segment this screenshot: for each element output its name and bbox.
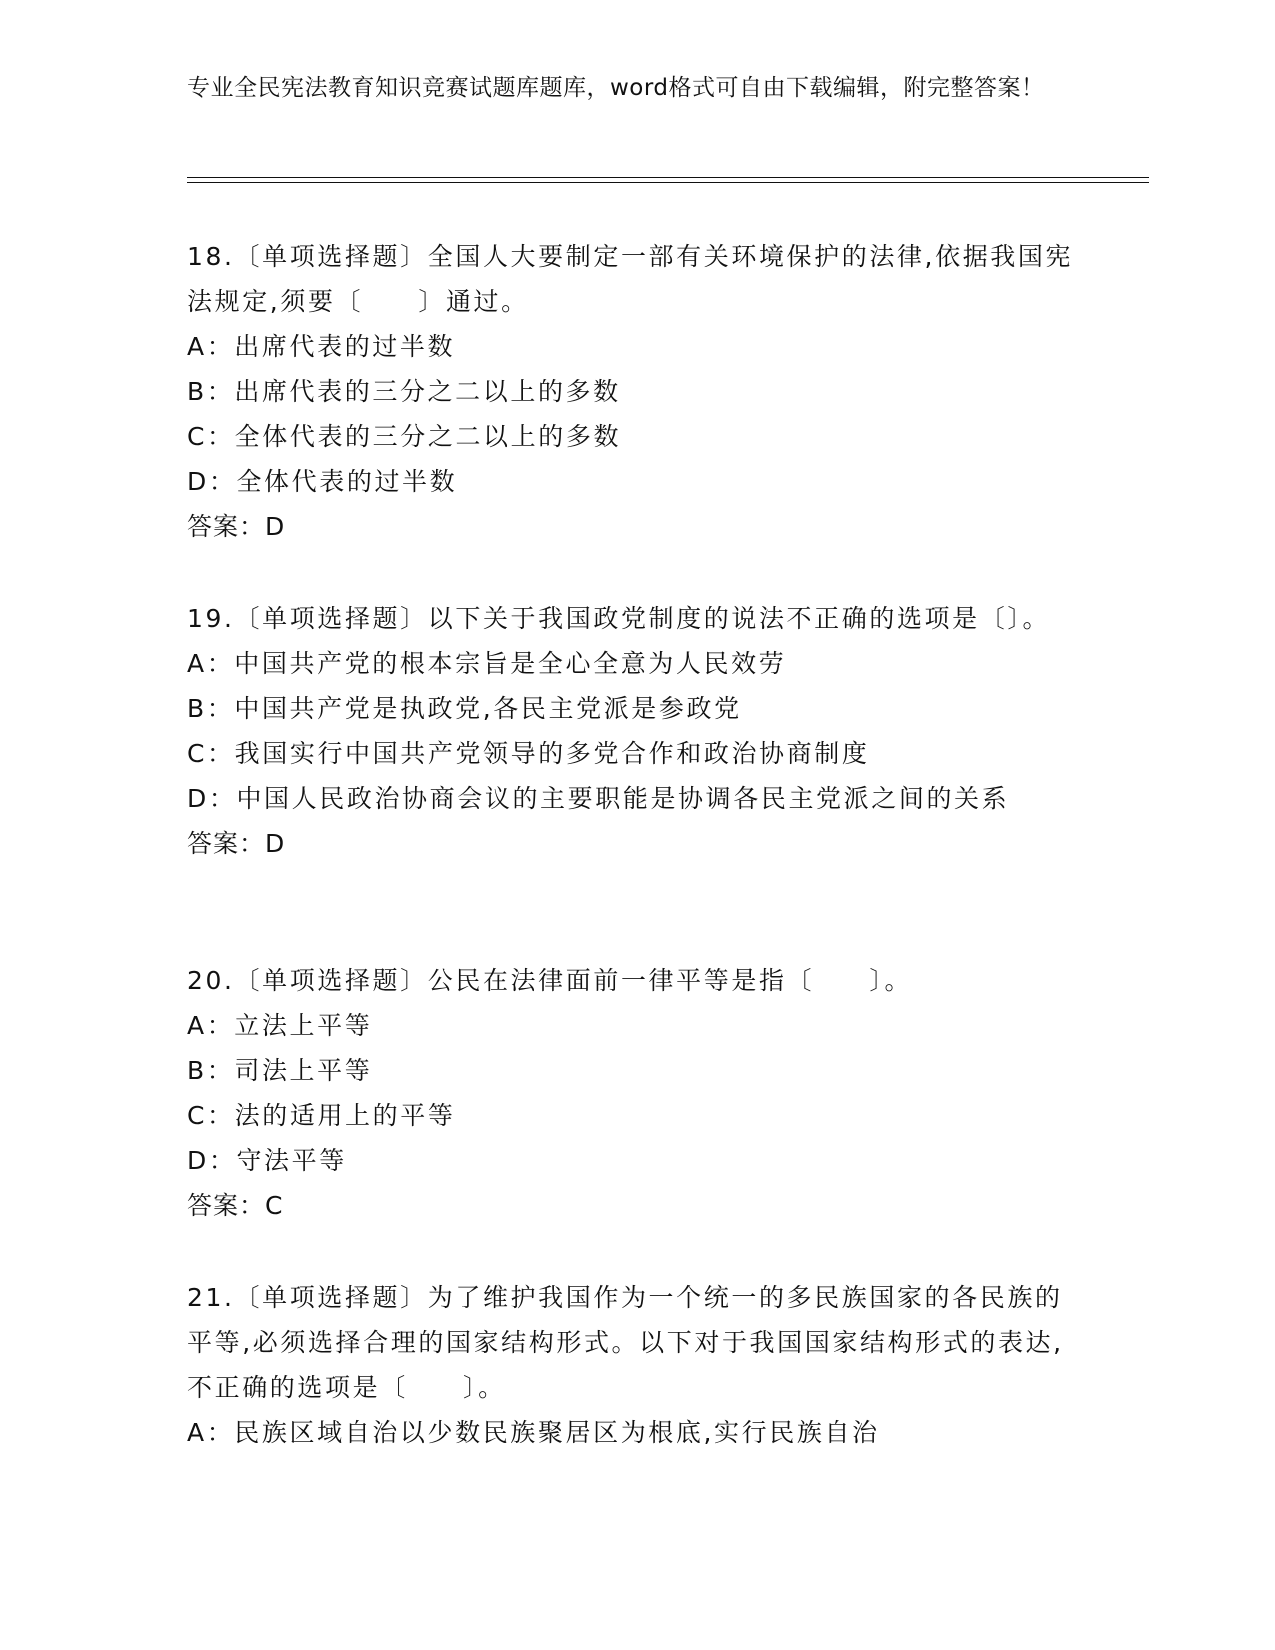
option-a: A：民族区域自治以少数民族聚居区为根底,实行民族自治 — [187, 1418, 880, 1447]
question-19 — [187, 596, 1087, 866]
option-c: C：我国实行中国共产党领导的多党合作和政治协商制度 — [187, 739, 870, 768]
question-stem: 19.〔单项选择题〕以下关于我国政党制度的说法不正确的选项是〔〕。 — [187, 604, 1051, 633]
option-d: D：守法平等 — [187, 1146, 347, 1175]
option-d: D：中国人民政治协商会议的主要职能是协调各民主党派之间的关系 — [187, 784, 1010, 813]
answer-value: C — [265, 1191, 284, 1220]
answer-label: 答案： — [187, 1191, 266, 1220]
answer-line — [187, 821, 1087, 866]
answer-line — [187, 504, 1087, 549]
answer-value: D — [265, 829, 286, 858]
document-header: 专业全民宪法教育知识竞赛试题库题库，word格式可自由下载编辑，附完整答案！ — [187, 75, 1045, 101]
question-18 — [187, 234, 1087, 549]
question-stem: 21.〔单项选择题〕为了维护我国作为一个统一的多民族国家的各民族的平等,必须选择合理的国家结构形式。以下对于我国国家结构形式的表达,不正确的选项是〔 〕。 — [187, 1283, 1064, 1402]
answer-label: 答案： — [187, 829, 266, 858]
option-c: C：全体代表的三分之二以上的多数 — [187, 422, 622, 451]
option-a: A：出席代表的过半数 — [187, 332, 456, 361]
option-d: D：全体代表的过半数 — [187, 467, 458, 496]
option-a: A：立法上平等 — [187, 1011, 373, 1040]
answer-line — [187, 1183, 1087, 1228]
answer-label: 答案： — [187, 512, 266, 541]
question-20 — [187, 958, 1087, 1228]
header-rule-bottom — [187, 182, 1149, 183]
option-b: B：中国共产党是执政党,各民主党派是参政党 — [187, 694, 742, 723]
option-b: B：司法上平等 — [187, 1056, 373, 1085]
answer-value: D — [265, 512, 286, 541]
option-a: A：中国共产党的根本宗旨是全心全意为人民效劳 — [187, 649, 787, 678]
header-rule-top — [187, 177, 1149, 178]
question-21 — [187, 1275, 1087, 1455]
question-stem: 20.〔单项选择题〕公民在法律面前一律平等是指〔 〕。 — [187, 966, 913, 995]
option-c: C：法的适用上的平等 — [187, 1101, 456, 1130]
option-b: B：出席代表的三分之二以上的多数 — [187, 377, 621, 406]
question-stem: 18.〔单项选择题〕全国人大要制定一部有关环境保护的法律,依据我国宪法规定,须要〔 〕通过。 — [187, 242, 1074, 316]
